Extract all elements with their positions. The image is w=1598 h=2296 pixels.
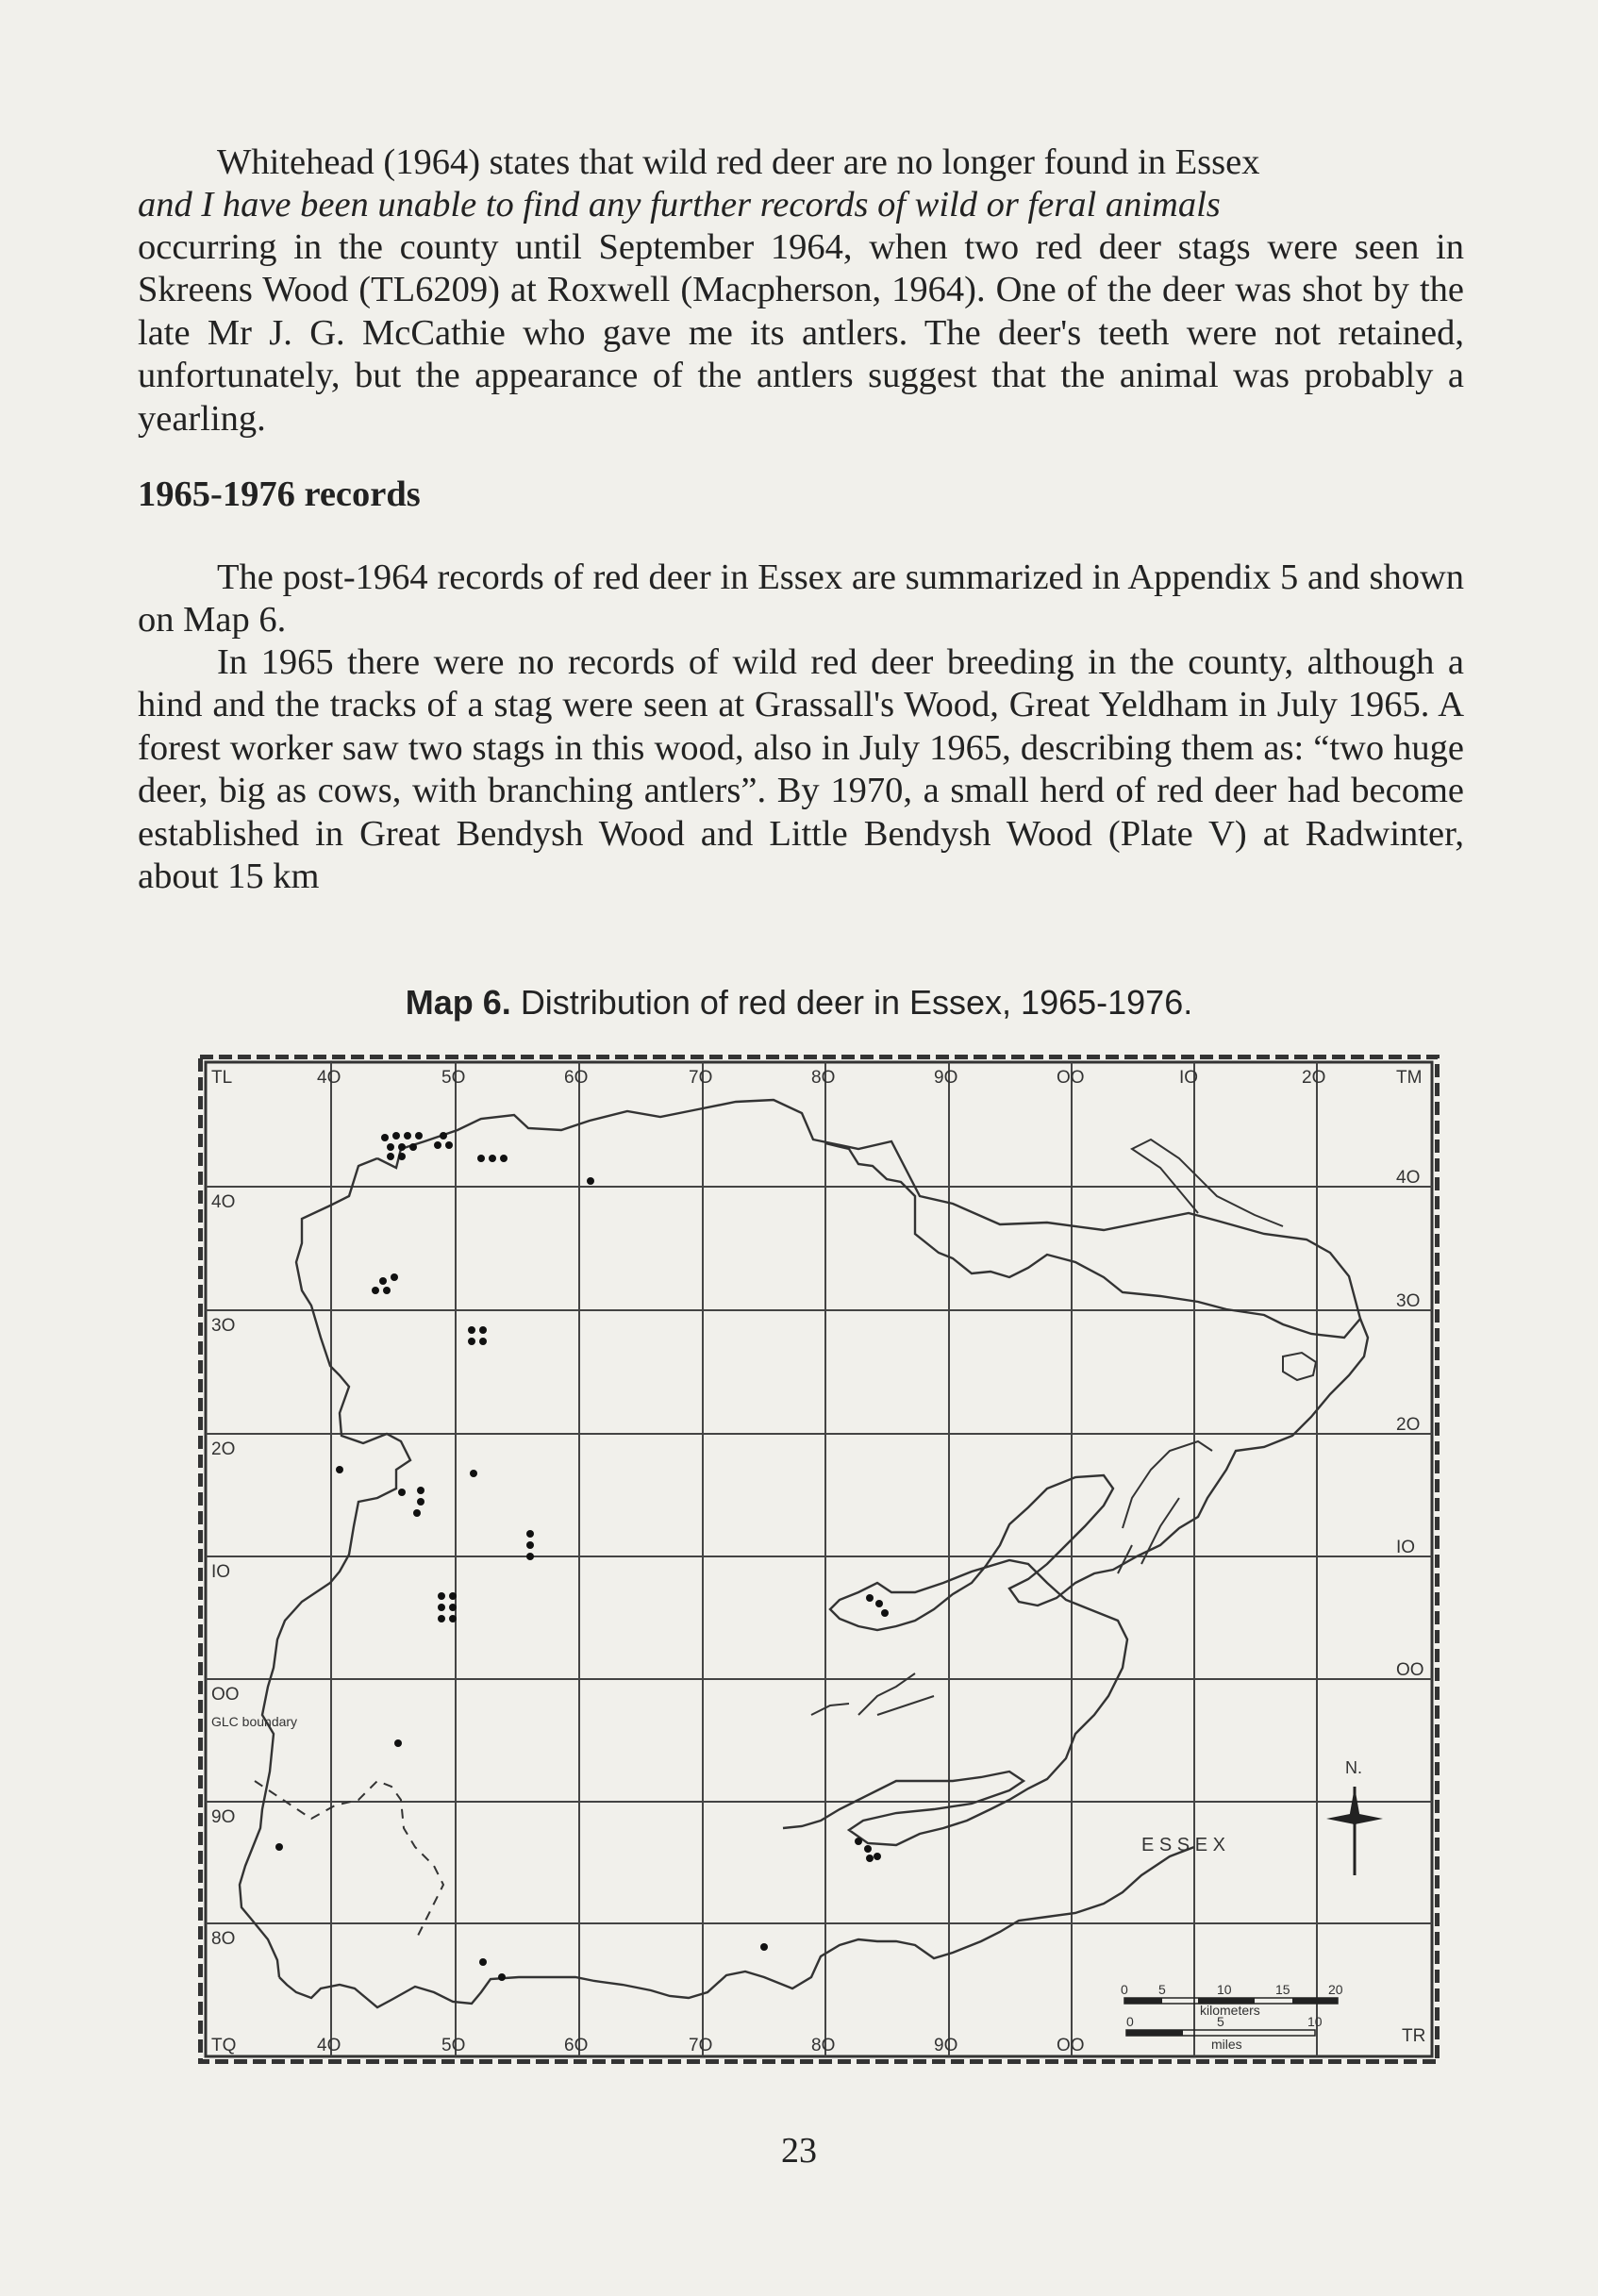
page-number: 23 xyxy=(781,2131,817,2171)
map-label-bottom-7: OO xyxy=(1057,2036,1085,2055)
svg-text:10: 10 xyxy=(1217,1982,1232,1997)
essex-label: E S S E X xyxy=(1141,1835,1225,1855)
scale-bar xyxy=(1121,1982,1343,2052)
map-label-top-8: IO xyxy=(1179,1068,1199,1088)
map-label-left-0: 4O xyxy=(211,1192,236,1212)
paragraph-1965: In 1965 there were no records of wild red deer breeding in the county, although a hind and the tracks of a stag were seen at Grassall's Wood, Great Yeldham in July 1965. A forest worker saw two stags in this wood, also in July 1965, describing them as: “two huge deer, big as cows, with branching antlers”. By 1970, a small herd of red deer had become established in Great Bendysh Wood and Little Bendysh Wood (Plate V) at Radwinter, about 15 km xyxy=(138,642,1464,897)
map-label-left-2: 2O xyxy=(211,1439,236,1459)
svg-text:5: 5 xyxy=(1217,2014,1224,2029)
map-label-left-3: IO xyxy=(211,1562,231,1582)
svg-text:0: 0 xyxy=(1121,1982,1128,1997)
map-label-bottom-8: TR xyxy=(1402,2026,1426,2046)
paragraph-intro-rest: occurring in the county until September 1964, when two red deer stags were seen in Skreens Wood (TL6209) at Roxwell (Macpherson, 1964). One of the deer was shot by the late Mr J. G. McCathie who gave me its antlers. The deer's teeth were not retained, unfortunately, but the appearance of the antlers suggest that the animal was probably a yearling. xyxy=(138,227,1464,439)
essex-south-coast xyxy=(279,1847,1194,2007)
map-label-top-5: 8O xyxy=(811,1068,836,1088)
map-label-bottom-5: 8O xyxy=(811,2036,836,2055)
map-caption-text: Distribution of red deer in Essex, 1965-1976. xyxy=(520,983,1193,1022)
map-label-top-0: TL xyxy=(211,1068,233,1088)
map-label-top-6: 9O xyxy=(934,1068,958,1088)
map-label-bottom-0: TQ xyxy=(211,2036,237,2055)
north-arrow-icon xyxy=(1326,1758,1383,1875)
paragraph-intro-line2: and I have been unable to find any further records of wild or feral animals xyxy=(138,185,1221,225)
map-label-left-4: OO xyxy=(211,1685,240,1705)
map-label-bottom-3: 6O xyxy=(564,2036,589,2055)
paragraph-summary: The post-1964 records of red deer in Essex are summarized in Appendix 5 and shown on Map 6. xyxy=(138,557,1464,641)
map-label-left-5: 9O xyxy=(211,1807,236,1827)
map-label-right-3: IO xyxy=(1396,1538,1416,1557)
essex-coastline xyxy=(377,1100,1360,1338)
map-label-bottom-4: 7O xyxy=(689,2036,713,2055)
svg-text:N.: N. xyxy=(1345,1758,1362,1777)
svg-text:10: 10 xyxy=(1307,2014,1323,2029)
svg-text:0: 0 xyxy=(1126,2014,1134,2029)
map-label-top-3: 6O xyxy=(564,1068,589,1088)
map-label-top-4: 7O xyxy=(689,1068,713,1088)
map-label-left-6: 8O xyxy=(211,1929,236,1949)
map-caption-label: Map 6. xyxy=(405,983,511,1022)
svg-text:5: 5 xyxy=(1158,1982,1166,1997)
essex-distribution-map xyxy=(198,1055,1440,2064)
glc-boundary-label: GLC boundary xyxy=(211,1714,298,1729)
map-label-right-1: 3O xyxy=(1396,1291,1421,1311)
map-label-bottom-2: 5O xyxy=(441,2036,466,2055)
map-label-bottom-6: 9O xyxy=(934,2036,958,2055)
paragraph-intro-line1: Whitehead (1964) states that wild red deer are no longer found in Essex xyxy=(217,142,1260,182)
svg-text:15: 15 xyxy=(1275,1982,1290,1997)
map-label-top-1: 4O xyxy=(317,1068,341,1088)
map-label-right-4: OO xyxy=(1396,1660,1424,1680)
svg-text:20: 20 xyxy=(1328,1982,1343,1997)
map-label-left-1: 3O xyxy=(211,1316,236,1336)
map-caption xyxy=(0,983,1598,1023)
map-label-bottom-1: 4O xyxy=(317,2036,341,2055)
svg-text:miles: miles xyxy=(1211,2037,1242,2052)
map-label-top-10: TM xyxy=(1396,1068,1423,1088)
glc-boundary-line xyxy=(255,1781,443,1941)
map-label-top-2: 5O xyxy=(441,1068,466,1088)
map-label-right-0: 4O xyxy=(1396,1168,1421,1188)
section-heading: 1965-1976 records xyxy=(138,474,421,514)
map-label-top-9: 2O xyxy=(1302,1068,1326,1088)
map-label-right-2: 2O xyxy=(1396,1415,1421,1435)
essex-coastline-east xyxy=(783,1319,1368,1845)
map-label-top-7: OO xyxy=(1057,1068,1085,1088)
svg-text:kilometers: kilometers xyxy=(1200,2003,1260,2018)
